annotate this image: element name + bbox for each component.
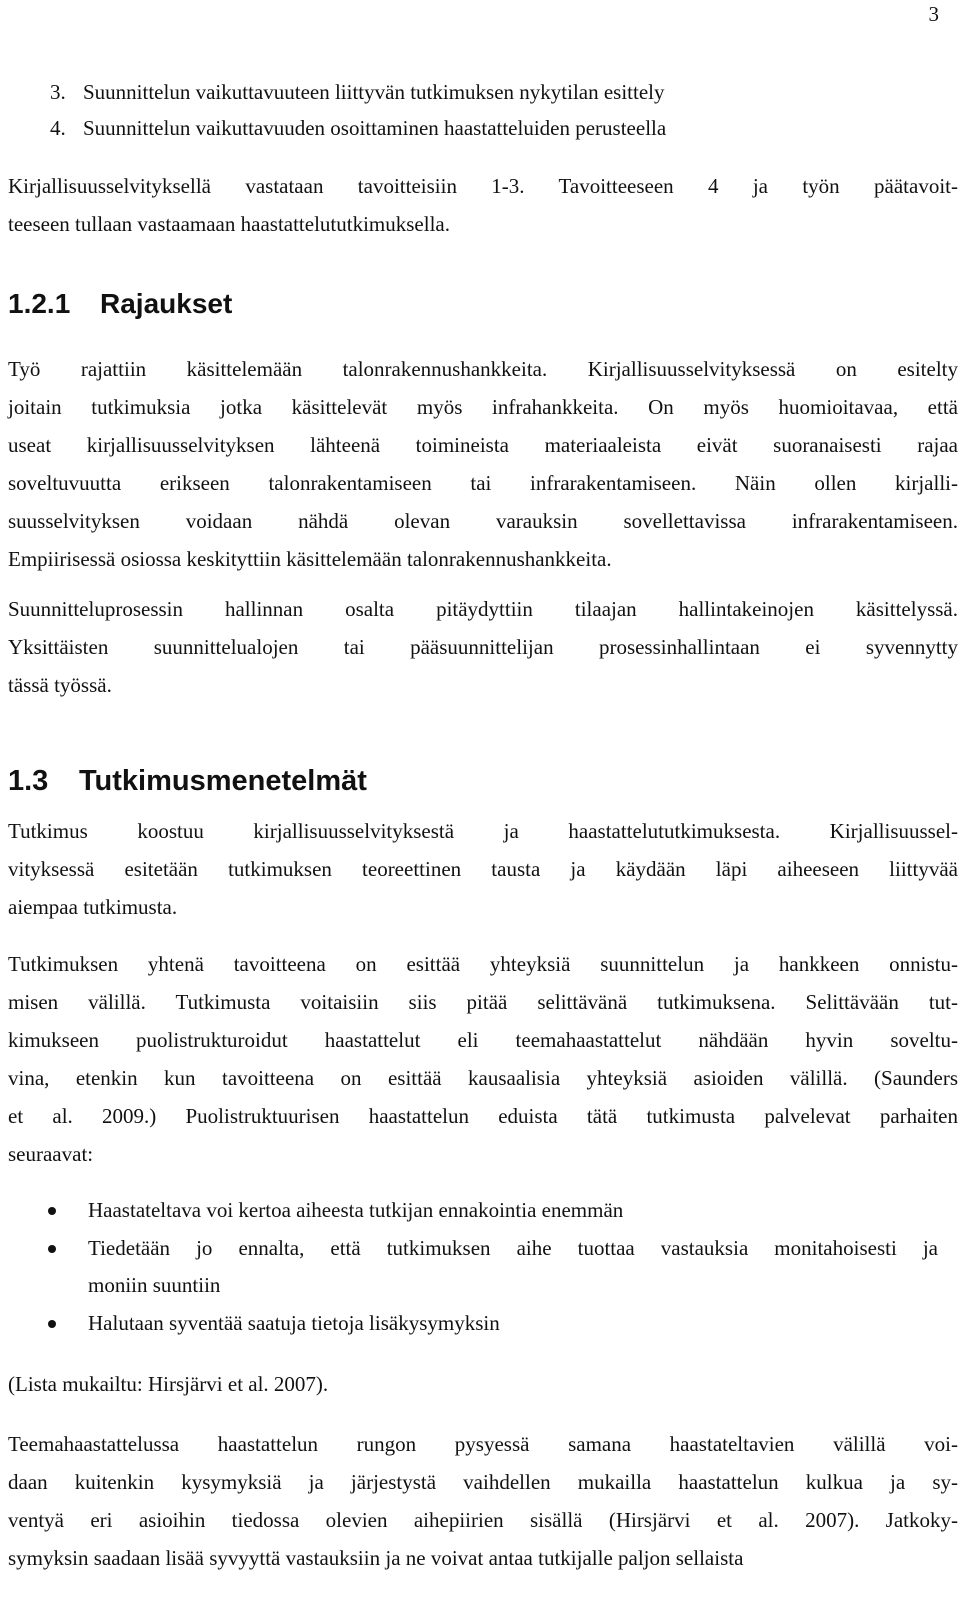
text-line: vityksessä esitetään tutkimuksen teoreettinen tausta ja käydään läpi aiheeseen liittyvää xyxy=(8,857,958,881)
list-item-text: Suunnittelun vaikuttavuuden osoittaminen haastatteluiden perusteella xyxy=(83,116,667,140)
section-title: Tutkimusmenetelmät xyxy=(79,765,367,797)
text-line: vina, etenkin kun tavoitteena on esittää kausaalisia yhteyksiä asioiden välillä. (Saunders xyxy=(8,1066,958,1090)
text-line: Työ rajattiin käsittelemään talonrakennushankkeita. Kirjallisuusselvityksessä on esitelty xyxy=(8,357,958,381)
text-line: Tutkimus koostuu kirjallisuusselvityksestä ja haastattelututkimuksesta. Kirjallisuussel- xyxy=(8,819,958,843)
text-line: suusselvityksen voidaan nähdä olevan varauksin sovellettavissa infrarakentamiseen. xyxy=(8,509,958,533)
section-heading-tutkimusmenetelmat xyxy=(8,761,367,801)
text-line: Kirjallisuusselvityksellä vastataan tavoitteisiin 1-3. Tavoitteeseen 4 ja työn päätavoit- xyxy=(8,174,958,198)
paragraph-theme-interview xyxy=(8,1425,958,1577)
list-item-number: 3. xyxy=(50,80,66,104)
paragraph-method-overview xyxy=(8,812,958,926)
section-number: 1.2.1 xyxy=(8,288,71,319)
section-title: Rajaukset xyxy=(100,288,233,319)
bullet-item xyxy=(48,1230,938,1304)
paragraph-list-source xyxy=(8,1365,958,1403)
text-line: Tutkimuksen yhtenä tavoitteena on esittää yhteyksiä suunnittelun ja hankkeen onnistu- xyxy=(8,952,958,976)
text-line: Yksittäisten suunnittelualojen tai pääsuunnittelijan prosessinhallintaan ei syvennytty xyxy=(8,635,958,659)
text-line: useat kirjallisuusselvityksen lähteenä toimineista materiaaleista eivät suoranaisesti rajaa xyxy=(8,433,958,457)
text-line: Teemahaastattelussa haastattelun rungon pysyessä samana haastateltavien välillä voi- xyxy=(8,1432,958,1456)
text-line: tässä työssä. xyxy=(8,673,112,697)
text-line: Haastateltava voi kertoa aiheesta tutkijan ennakointia enemmän xyxy=(88,1198,624,1222)
numbered-list xyxy=(50,74,930,146)
list-item-text: Suunnittelun vaikuttavuuteen liittyvän tutkimuksen nykytilan esittely xyxy=(83,80,665,104)
text-line: (Lista mukailtu: Hirsjärvi et al. 2007). xyxy=(8,1372,329,1396)
list-item xyxy=(50,74,930,110)
bullet-icon xyxy=(48,1245,56,1253)
list-item-number: 4. xyxy=(50,116,66,140)
bullet-icon xyxy=(48,1207,56,1215)
text-line: ventyä eri asioihin tiedossa olevien aihepiirien sisällä (Hirsjärvi et al. 2007). Jatkoky- xyxy=(8,1508,958,1532)
section-heading-rajaukset xyxy=(8,286,232,322)
paragraph-scope xyxy=(8,350,958,578)
text-line: symyksin saadaan lisää syvyyttä vastauksiin ja ne voivat antaa tutkijalle paljon sellaista xyxy=(8,1546,744,1570)
bullet-icon xyxy=(48,1320,56,1328)
text-line: Halutaan syventää saatuja tietoja lisäkysymyksin xyxy=(88,1311,500,1335)
paragraph-method-goals xyxy=(8,945,958,1173)
bullet-item xyxy=(48,1305,938,1342)
text-line: joitain tutkimuksia jotka käsittelevät myös infrahankkeita. On myös huomioitavaa, että xyxy=(8,395,958,419)
text-line: Suunnitteluprosessin hallinnan osalta pitäydyttiin tilaajan hallintakeinojen käsittelyssä. xyxy=(8,597,958,621)
text-line: et al. 2009.) Puolistruktuurisen haastattelun eduista tätä tutkimusta palvelevat parhaiten xyxy=(8,1104,958,1128)
bullet-list xyxy=(48,1192,938,1342)
page-number: 3 xyxy=(928,2,939,26)
text-line: aiempaa tutkimusta. xyxy=(8,895,178,919)
bullet-item xyxy=(48,1192,938,1229)
text-line: soveltuvuutta erikseen talonrakentamiseen tai infrarakentamiseen. Näin ollen kirjalli- xyxy=(8,471,958,495)
paragraph-process-scope xyxy=(8,590,958,704)
text-line: moniin suuntiin xyxy=(88,1273,221,1297)
text-line: Tiedetään jo ennalta, että tutkimuksen aihe tuottaa vastauksia monitahoisesti ja xyxy=(88,1236,938,1260)
text-line: seuraavat: xyxy=(8,1142,94,1166)
text-line: teeseen tullaan vastaamaan haastattelututkimuksella. xyxy=(8,212,450,236)
text-line: daan kuitenkin kysymyksiä ja järjestystä vaihdellen mukailla haastattelun kulkua ja sy- xyxy=(8,1470,958,1494)
text-line: misen välillä. Tutkimusta voitaisiin siis pitää selittävänä tutkimuksena. Selittävään tut- xyxy=(8,990,958,1014)
section-number: 1.3 xyxy=(8,765,49,797)
list-item xyxy=(50,110,930,146)
text-line: Empiirisessä osiossa keskityttiin käsittelemään talonrakennushankkeita. xyxy=(8,547,612,571)
text-line: kimukseen puolistrukturoidut haastattelut eli teemahaastattelut nähdään hyvin soveltu- xyxy=(8,1028,958,1052)
paragraph-objectives xyxy=(8,167,958,243)
